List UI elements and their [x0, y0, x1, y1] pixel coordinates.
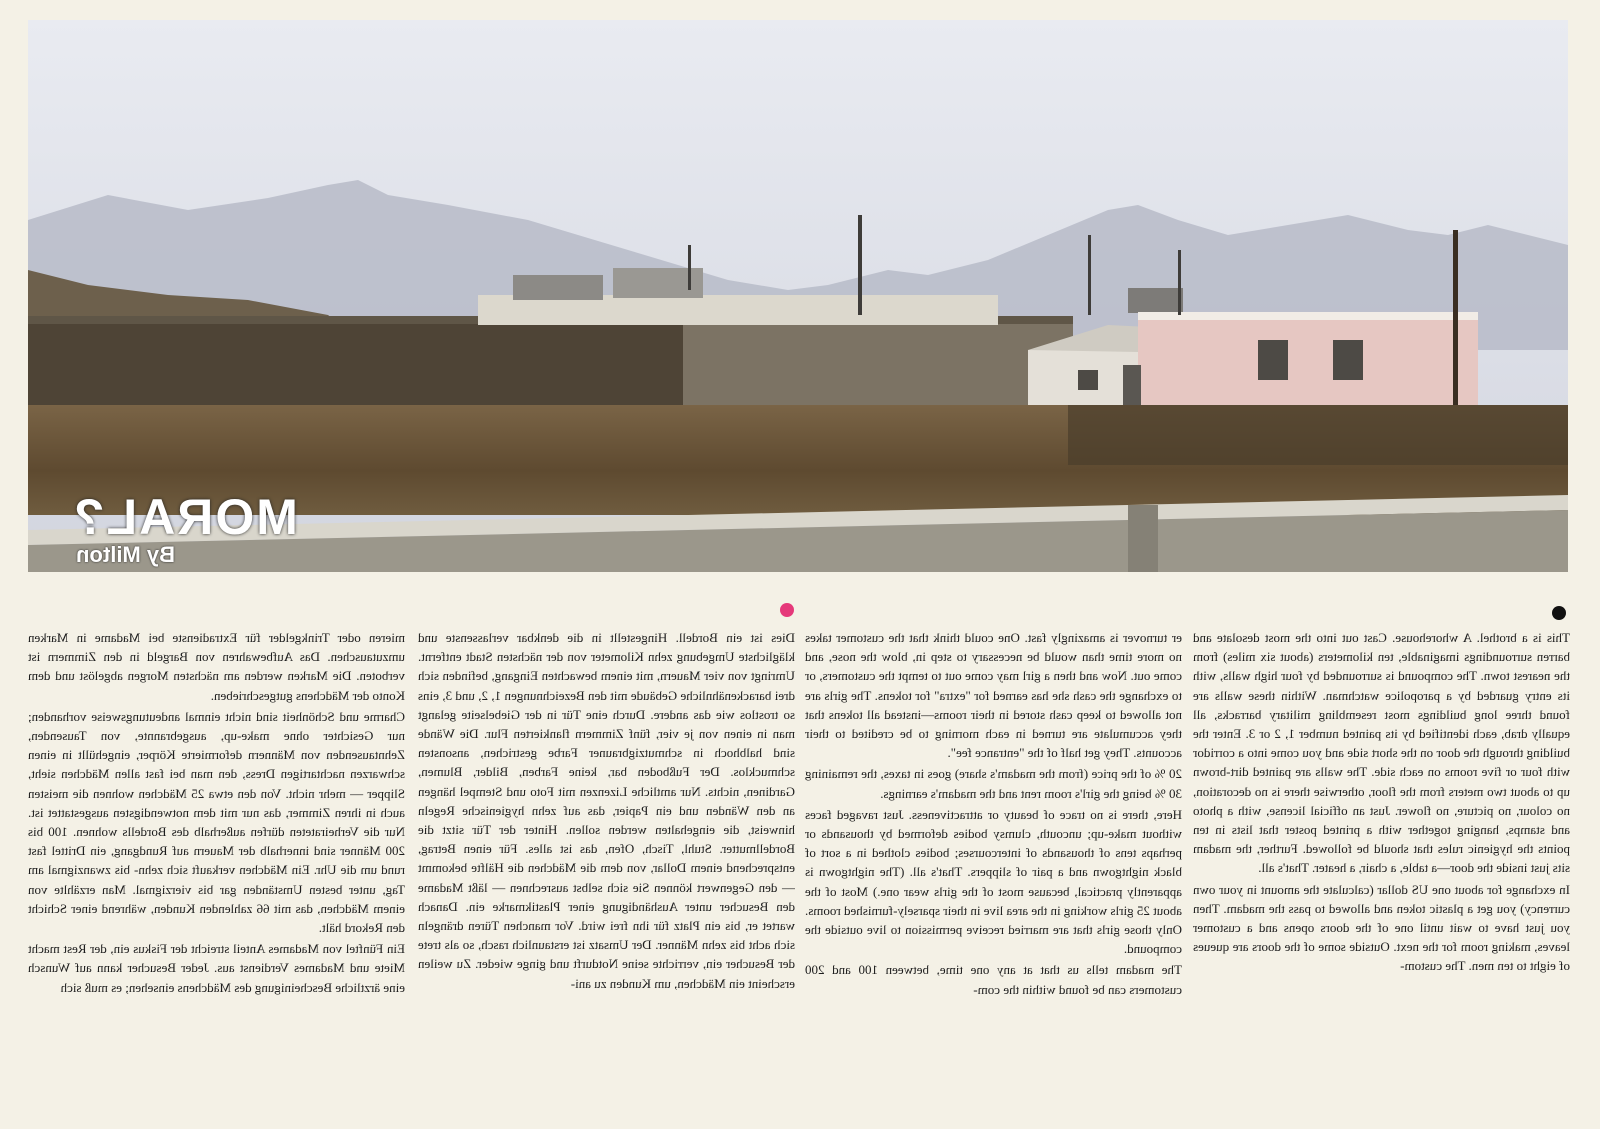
byline: By Milton: [76, 542, 175, 567]
paragraph: 20 % of the price (from the madam's share) goes in taxes, the remaining 30 % being the girl's room rent and the madam's earnings.: [805, 766, 1182, 801]
paragraph: This is a brothel. A whorehouse. Cast out into the most desolate and barren surroundings imaginable, ten kilometers (about six miles) from the nearest town. The compound is surrounded by four high walls, with its entry guarded by a paropolice watchman. Within these walls are found three long buildings most resembling military barracks, all equally drab, each identified by its painted number 1, 2 or 3. Enter the building through the door on the short side and you come into a corridor with four or five rooms on each side. The walls are painted dirt-brown up to about two meters from the floor, otherwise there is no decoration, no colour, no picture, no flower. Just an official license, with a photo and stamps, hanging together with a printed poster that lists in ten points the hygienic rules that should be followed. Further, the madam sits just inside the door—a table, a chair, a heater. That's all.: [1193, 630, 1570, 876]
paragraph: Ein Fünftel von Madames Anteil streicht der Fiskus ein, der Rest macht Miete und Madames Verdienst aus. Jeder Besucher kann auf Wunsch eine ärztliche Bescheinigung des Mädchens einsehen; es muß sich: [28, 941, 405, 995]
paragraph: Charme und Schönheit sind nicht einmal andeutungsweise vorhanden; nur Gesichter ohne make-up, ausgebrannte, von Tausenden, Zehntausenden von Männern deformierte Körper, eingehüllt in einen schwarzen nachtartigen Dress, den man bei fast allen Mädchen sieht, Slipper — mehr nicht. Von den etwa 25 Mädchen wohnen die meisten auch in ihren Zimmer, das nur mit dem notwendigsten ausgestattet ist. Nur die Verheirateten dürfen außerhalb des Bordells wohnen. 100 bis 200 Männer sind innerhalb der Mauern auf Rundgang, ein Drittel fast rund um die Uhr. Ein Mädchen verkauft sich zehn- bis zwanzigmal am Tag, unter besten Umständen gar bis vierzigmal. Man erzählte von einem Mädchen, das mit 66 zahlenden Kunden, während einer Schicht den Rekord hält.: [28, 708, 405, 936]
text-column-german-1: [418, 628, 795, 1098]
headline: MORAL?: [72, 489, 298, 545]
paragraph: The madam tells us that at any one time, between 100 and 200 customers can be found within the com-: [805, 962, 1182, 997]
pink-dot-marker: [780, 603, 794, 617]
article-body: [28, 628, 1580, 1108]
text-column-german-2: [28, 628, 405, 1098]
paragraph: Here, there is no trace of beauty or attractiveness. Just ravaged faces without make-up; uncouth, clumsy bodies deformed by thousands or perhaps tens of thousands of intercourses; bodies clothed in a sort of black nightgown and a pair of slippers. That's all. (The nightgown is apparently practical, because most of the girls wear one.) Most of the about 25 girls working in the area live in their sparsely-furnished rooms. Only those girls that are married receive permission to live outside the compound.: [805, 806, 1182, 957]
black-dot-marker: [1552, 606, 1566, 620]
paragraph: er turnover is amazingly fast. One could think that the customer takes no more time than would be necessary to step in, blow the nose, and come out. Now and then a girl may come out to tempt the customers, or to exchange the cash she has earned for "extra" for tokens. The girls are not allowed to keep cash stored in their rooms—instead all tokens that they accumulate are turned in each morning to be credited to their accounts. They get half of the "entrance fee".: [805, 630, 1182, 761]
paragraph: mieren oder Trinkgelder für Extradienste bei Madame in Marken umzutauschen. Das Aufbewahren von Bargeld in den Zimmern ist verboten. Die Marken werden am nächsten Morgen abgelöst und dem Konto der Mädchens gutgeschrieben.: [28, 630, 405, 703]
text-column-english-2: [805, 628, 1182, 1098]
text-column-english-1: [1193, 628, 1570, 1098]
paragraph: Dies ist ein Bordell. Hingestellt in die denkbar verlassenste und kläglichste Umgebung zehn Kilometer von der nächsten Stadt entfernt. Umringt von vier Mauern, mit einem bewachten Eingang, befinden sich drei barackenähnliche Gebäude mit den Bezeichnungen 1, 2, und 3, eins so trostlos wie das andere. Durch eine Tür in der Giebelseite gelangt man in einen von je vier, fünf Zimmern flankierten Flur. Die Wände sind halbhoch in schmutzigbrauner Farbe gestrichen, ansonsten schmucklos. Der Fußboden bar, keine Farben, Bilder, Blumen, Gardinen, nichts. Nur amtliche Lizenzen mit Foto und Stempel hängen an den Wänden und ein Papier, das auf zehn hygienische Regeln hinweist, die eingehalten werden sollen. Hinter der Tür sitzt die Bordellmutter. Stuhl, Tisch, Ofen, das ist alles. Für einen Betrag, entsprechend einem Dollar, von dem die Mädchen die Hälfte bekommt — den Gegenwert können Sie sich selbst ausrechnen — läßt Madame den Besucher unter Aushändigung einer Plastikmarke ein. Danach wartet er, bis ein Platz für ihn frei wird. Vor manchen Türen drängeln sich acht bis zehn Männer. Der Umsatz ist erstaunlich rasch, so als trete der Besucher ein, verrichte seine Notdurft und ginge wieder. Zu weilen erscheint ein Mädchen, um Kunden zu ani-: [418, 630, 795, 991]
landscape-photo: [28, 20, 1568, 572]
paragraph: In exchange for about one US dollar (calculate the amount in your own currency) you get a plastic token and allowed to pass the madam. Then you just have to wait until one of the doors opens and a customer leaves, making room for the next. Outside some of the doors are queues of eight to ten men. The custom-: [1193, 881, 1570, 974]
